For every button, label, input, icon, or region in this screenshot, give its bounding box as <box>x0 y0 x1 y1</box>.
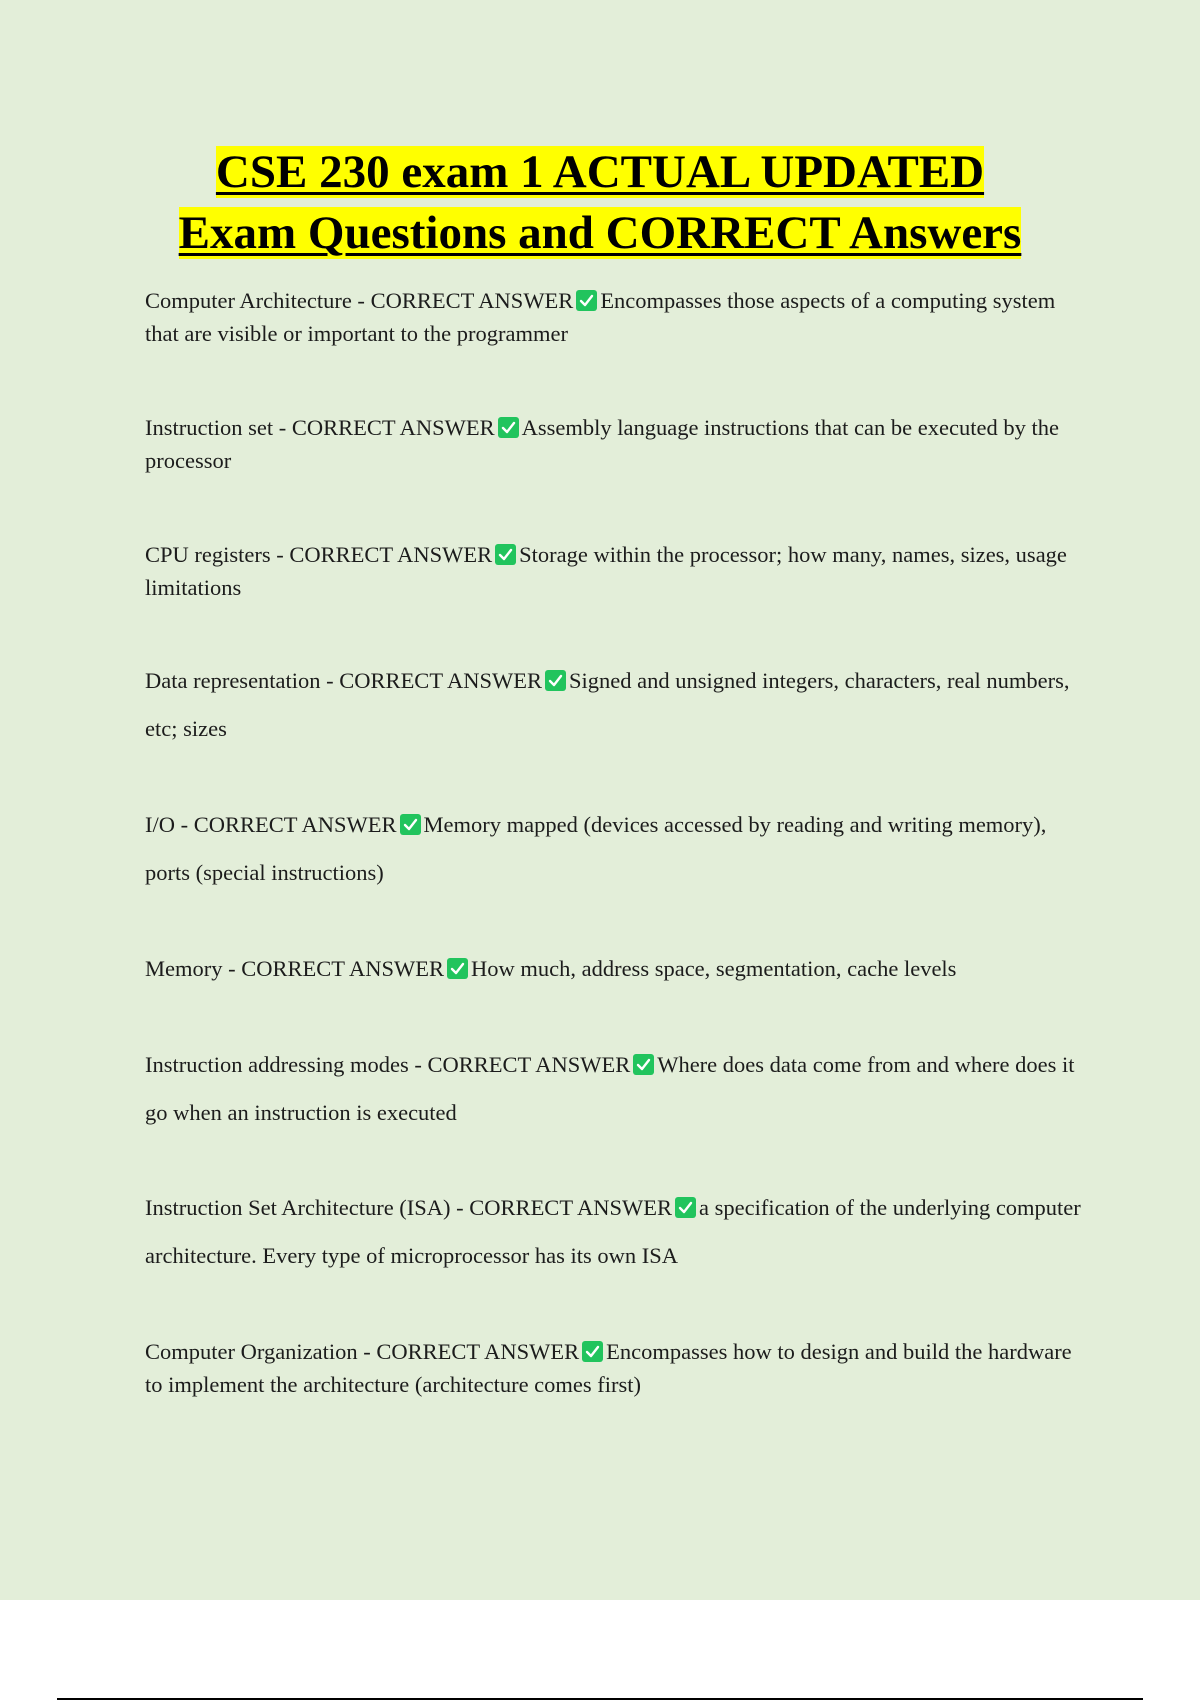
entry-definition: Storage within the processor; how many, names, sizes, usage limitations <box>145 542 1067 600</box>
qa-entry-instruction-set <box>145 411 1085 477</box>
entry-term: Instruction set - <box>145 415 292 440</box>
entry-definition: Encompasses how to design and build the hardware to implement the architecture (architecture comes first) <box>145 1339 1072 1397</box>
entry-marker: CORRECT ANSWER <box>376 1339 580 1364</box>
entry-marker: CORRECT ANSWER <box>370 288 574 313</box>
entry-marker: CORRECT ANSWER <box>339 668 543 693</box>
green-check-icon <box>495 544 516 565</box>
qa-entry-io <box>145 801 1085 897</box>
entry-definition: a specification of the underlying computer architecture. Every type of microprocessor has its own ISA <box>145 1195 1081 1268</box>
qa-entry-computer-architecture <box>145 284 1085 350</box>
entry-definition: Encompasses those aspects of a computing system that are visible or important to the programmer <box>145 288 1056 346</box>
green-check-icon <box>675 1197 696 1218</box>
entry-definition: Assembly language instructions that can be executed by the processor <box>145 415 1059 473</box>
qa-entry-data-representation <box>145 657 1085 753</box>
title-line-2: Exam Questions and CORRECT Answers <box>178 207 1022 259</box>
entry-definition: How much, address space, segmentation, cache levels <box>470 956 957 981</box>
green-check-icon <box>633 1054 654 1075</box>
entry-term: Memory - <box>145 956 242 981</box>
green-check-icon <box>498 417 519 438</box>
entry-marker: CORRECT ANSWER <box>469 1195 673 1220</box>
entry-term: I/O - <box>145 812 194 837</box>
qa-entry-instruction-addressing-modes <box>145 1041 1085 1137</box>
entry-term: Data representation - <box>145 668 340 693</box>
entry-term: Computer Organization - <box>145 1339 377 1364</box>
green-check-icon <box>576 290 597 311</box>
entry-definition: Memory mapped (devices accessed by reading and writing memory), ports (special instructions) <box>145 812 1047 885</box>
qa-entry-memory <box>145 952 1085 985</box>
entry-definition: Where does data come from and where does it go when an instruction is executed <box>145 1052 1075 1125</box>
qa-entry-computer-organization <box>145 1335 1085 1401</box>
entry-term: CPU registers - <box>145 542 290 567</box>
green-check-icon <box>545 670 566 691</box>
entry-marker: CORRECT ANSWER <box>427 1052 631 1077</box>
green-check-icon <box>447 958 468 979</box>
green-check-icon <box>400 814 421 835</box>
entry-marker: CORRECT ANSWER <box>289 542 493 567</box>
green-check-icon <box>582 1341 603 1362</box>
entry-term: Computer Architecture - <box>145 288 371 313</box>
document-title <box>0 142 1200 264</box>
qa-entry-cpu-registers <box>145 538 1085 604</box>
entry-marker: CORRECT ANSWER <box>291 415 495 440</box>
entry-definition: Signed and unsigned integers, characters, real numbers, etc; sizes <box>145 668 1070 741</box>
entry-marker: CORRECT ANSWER <box>193 812 397 837</box>
entry-term: Instruction Set Architecture (ISA) - <box>145 1195 470 1220</box>
entry-marker: CORRECT ANSWER <box>241 956 444 981</box>
title-line-1: CSE 230 exam 1 ACTUAL UPDATED <box>215 146 985 198</box>
qa-entry-instruction-set-architecture <box>145 1184 1085 1280</box>
entry-term: Instruction addressing modes - <box>145 1052 428 1077</box>
